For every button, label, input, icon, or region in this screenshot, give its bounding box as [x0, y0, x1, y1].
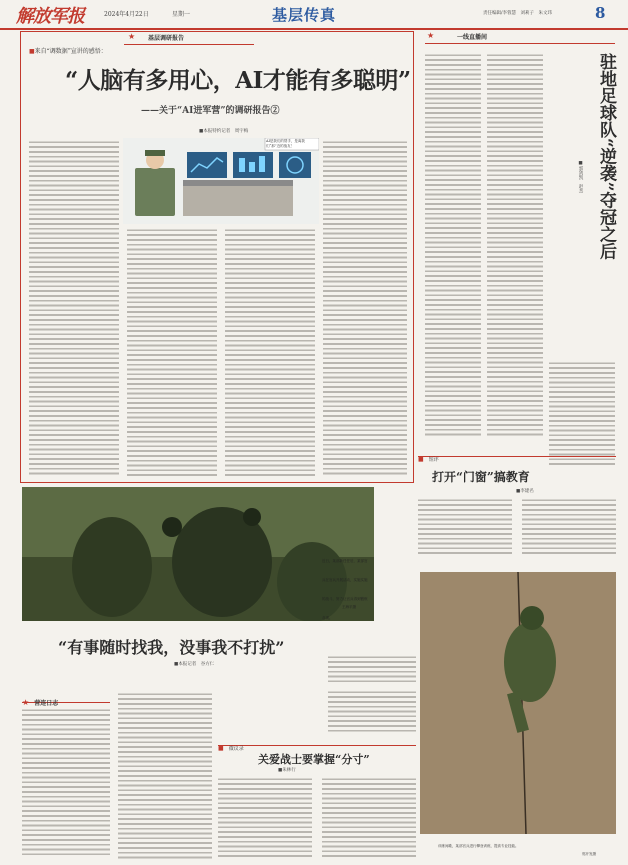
commentary-byline: ■朱林行 [278, 768, 296, 773]
article-3 [418, 446, 616, 566]
right-feature [425, 31, 615, 435]
climbing-photo-caption: 训练间歇，某部官兵进行攀登训练，提高专业技能。 [438, 844, 519, 848]
page-number: 8 [595, 4, 606, 22]
climbing-photo-svg [420, 572, 616, 834]
section-title: 基层传真 [272, 6, 337, 24]
star-icon: ★ [22, 698, 30, 707]
right-text-col-2 [487, 53, 543, 437]
illustration [123, 138, 319, 224]
illustration-speech-bubble: AI是我们的帮手，是离我们“那”近的战友！ [266, 139, 305, 148]
section-label: 基层调研报告 [148, 35, 185, 42]
star-icon: ★ [128, 32, 136, 41]
star-icon: ★ [427, 31, 435, 40]
commentary-headline: 关爱战士要掌握“分寸” [258, 753, 370, 766]
bottom-right-text [328, 690, 416, 732]
camp-journal-text [22, 708, 110, 858]
article-2-headline: “有事随时找我，没事我不打扰” [58, 638, 285, 657]
article-3-label-text: 短评 [428, 457, 439, 463]
photo-caption-text: 近日，某部新任任后，某部官兵在官兵开展活动，实施实施的战斗，努力让官兵得到锻炼各项。 [322, 559, 368, 620]
article-3-label-icon: ■ [418, 456, 424, 463]
photo [22, 487, 374, 621]
article-2-text [328, 655, 416, 685]
headline: “人脑有多用心，AI才能有多聪明” [65, 67, 411, 94]
climbing-photo-credit: 郭开发摄 [582, 852, 596, 856]
section-label-badge [124, 32, 254, 45]
commentary-label [218, 735, 416, 752]
body-text-col-1 [29, 140, 119, 476]
right-text-col-1 [425, 53, 481, 437]
article-3-label [418, 446, 616, 463]
commentary-text-col-1 [218, 777, 312, 859]
article-2-byline: ■本报记者 谷方仁 [174, 662, 215, 667]
masthead [0, 0, 628, 30]
right-label-badge [425, 31, 615, 44]
editor-credits: 责任编辑/李蓉慧 刘莉子 朱文玮 [483, 11, 553, 16]
article-3-byline: ■李建名 [516, 489, 534, 494]
featured-article [20, 31, 414, 483]
right-label: 一线直播间 [457, 34, 488, 41]
article-3-text-col-2 [522, 498, 616, 554]
kicker [29, 46, 107, 55]
body-text-col-4 [323, 140, 407, 476]
camp-journal-label-text: 营连日志 [34, 700, 59, 707]
article-2 [22, 625, 416, 685]
newspaper-logo: 解放军报 [16, 6, 84, 27]
kicker-bullet-icon: ■ [29, 48, 35, 55]
byline: ■本报特约记者 周宇梅 [199, 129, 249, 134]
body-text-col-2 [127, 228, 217, 476]
body-text-col-3 [225, 228, 315, 476]
issue-weekday: 星期一 [172, 11, 191, 18]
illustration-svg [123, 138, 319, 224]
photo-credit: 王海平摄 [342, 605, 356, 609]
article-3-headline: 打开“门窗”搞教育 [432, 470, 530, 484]
right-byline: ■郭剑凯 赵杰 [578, 161, 583, 193]
issue-date: 2024年4月22日 [104, 11, 149, 18]
commentary-block [218, 735, 416, 861]
kicker-text: 来自“调数据”宣讲的感悟： [34, 48, 107, 55]
bottom-text-col-2 [118, 692, 212, 860]
commentary-label-icon: ■ [218, 745, 224, 752]
article-3-text-col-1 [418, 498, 512, 554]
subhead: ——关于“AI进军营”的调研报告② [141, 106, 280, 116]
right-headline: 驻地足球队“逆袭”夺冠之后 [596, 53, 616, 260]
climbing-photo [420, 572, 616, 834]
commentary-label-text: 微议录 [228, 746, 244, 752]
commentary-text-col-2 [322, 777, 416, 859]
camp-journal-label [22, 690, 110, 707]
camp-journal-block [22, 690, 110, 860]
